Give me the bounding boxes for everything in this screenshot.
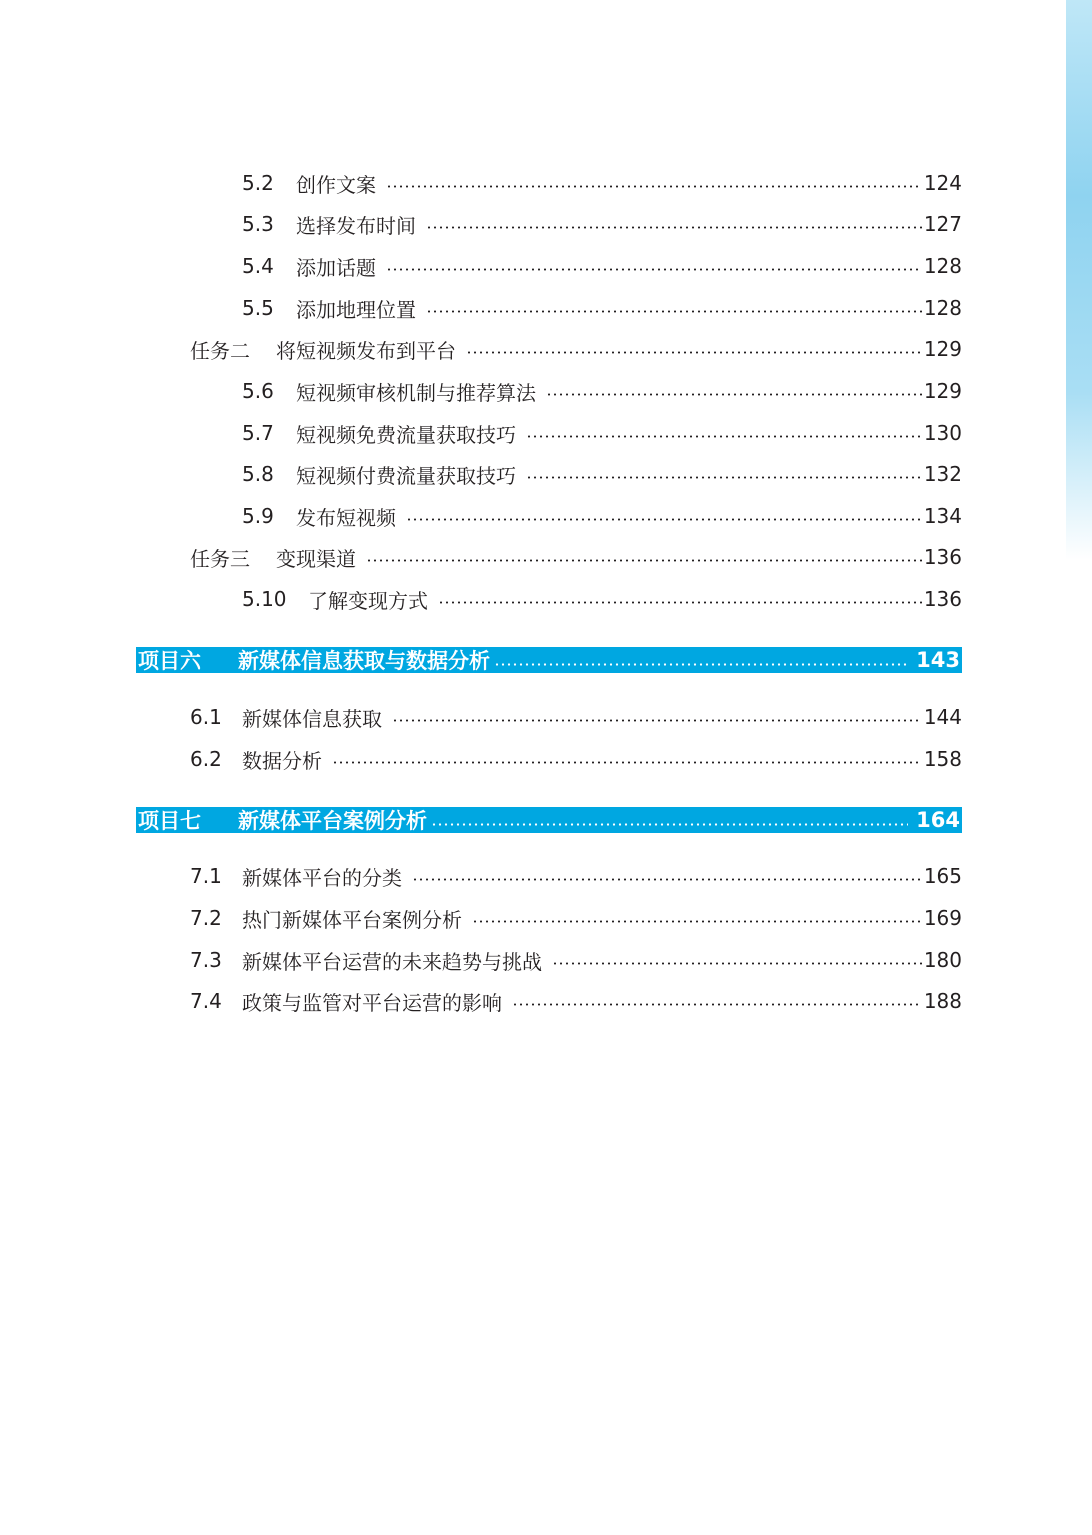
toc-entry[interactable] — [190, 944, 962, 976]
toc-task-entry[interactable] — [190, 541, 962, 573]
dot-leader — [386, 268, 922, 271]
toc-entry-number: 5.7 — [242, 421, 274, 445]
toc-entry-number: 7.4 — [190, 989, 222, 1013]
dot-leader — [494, 663, 908, 666]
toc-entry-number: 5.4 — [242, 254, 274, 278]
toc-entry-title: 了解变现方式 — [308, 588, 428, 613]
toc-entry-title: 将短视频发布到平台 — [276, 338, 456, 363]
dot-leader — [438, 601, 922, 604]
toc-entry[interactable] — [242, 583, 962, 615]
toc-entry[interactable] — [242, 417, 962, 449]
toc-entry-page: 124 — [923, 171, 962, 195]
toc-project-page: 164 — [916, 808, 960, 832]
dot-leader — [466, 351, 922, 354]
toc-project-header[interactable] — [136, 807, 962, 833]
toc-project-header[interactable] — [136, 647, 962, 673]
dot-leader — [472, 920, 922, 923]
toc-entry-title: 变现渠道 — [276, 546, 356, 571]
dot-leader — [386, 185, 922, 188]
toc-entry[interactable] — [190, 701, 962, 733]
toc-entry[interactable] — [190, 860, 962, 892]
toc-entry-title: 发布短视频 — [296, 505, 396, 530]
dot-leader — [332, 761, 922, 764]
dot-leader — [512, 1003, 922, 1006]
dot-leader — [526, 476, 922, 479]
toc-entry-page: 129 — [923, 379, 962, 403]
toc-entry[interactable] — [242, 500, 962, 532]
toc-entry-title: 新媒体平台的分类 — [242, 865, 402, 890]
toc-entry[interactable] — [242, 458, 962, 490]
toc-entry-page: 129 — [923, 337, 962, 361]
toc-project-page: 143 — [916, 648, 960, 672]
toc-project-number: 项目六 — [138, 649, 201, 673]
toc-project-title: 新媒体信息获取与数据分析 — [238, 649, 490, 673]
toc-entry-title: 政策与监管对平台运营的影响 — [242, 990, 502, 1015]
toc-entry-page: 132 — [923, 462, 962, 486]
toc-entry-number: 7.2 — [190, 906, 222, 930]
toc-entry-page: 134 — [923, 504, 962, 528]
toc-entry-page: 127 — [923, 212, 962, 236]
toc-entry-number: 5.9 — [242, 504, 274, 528]
toc-entry-page: 128 — [923, 296, 962, 320]
toc-entry-page: 130 — [923, 421, 962, 445]
toc-project-number: 项目七 — [138, 809, 201, 833]
toc-entry[interactable] — [242, 375, 962, 407]
toc-entry-page: 158 — [923, 747, 962, 771]
dot-leader — [412, 878, 922, 881]
toc-entry-title: 添加地理位置 — [296, 297, 416, 322]
toc-entry-number: 任务二 — [190, 338, 250, 363]
toc-project-title: 新媒体平台案例分析 — [238, 809, 427, 833]
toc-entry-title: 新媒体信息获取 — [242, 706, 382, 731]
toc-entry-title: 短视频审核机制与推荐算法 — [296, 380, 536, 405]
toc-entry-number: 任务三 — [190, 546, 250, 571]
toc-entry-title: 短视频免费流量获取技巧 — [296, 422, 516, 447]
toc-entry-number: 5.3 — [242, 212, 274, 236]
toc-entry-title: 创作文案 — [296, 172, 376, 197]
toc-entry-page: 128 — [923, 254, 962, 278]
toc-entry[interactable] — [190, 985, 962, 1017]
dot-leader — [426, 310, 922, 313]
dot-leader — [546, 393, 922, 396]
toc-entry-number: 5.8 — [242, 462, 274, 486]
toc-entry-number: 5.6 — [242, 379, 274, 403]
toc-entry[interactable] — [242, 208, 962, 240]
toc-entry-number: 6.1 — [190, 705, 222, 729]
dot-leader — [366, 559, 922, 562]
toc-entry-number: 5.10 — [242, 587, 287, 611]
dot-leader — [406, 518, 922, 521]
toc-entry-page: 136 — [923, 545, 962, 569]
toc-entry-number: 5.5 — [242, 296, 274, 320]
toc-entry[interactable] — [190, 743, 962, 775]
toc-entry[interactable] — [242, 250, 962, 282]
toc-task-entry[interactable] — [190, 333, 962, 365]
toc-entry[interactable] — [190, 902, 962, 934]
dot-leader — [552, 962, 922, 965]
toc-entry-title: 新媒体平台运营的未来趋势与挑战 — [242, 949, 542, 974]
toc-entry-number: 6.2 — [190, 747, 222, 771]
dot-leader — [431, 823, 908, 826]
toc-entry-page: 165 — [923, 864, 962, 888]
toc-entry[interactable] — [242, 292, 962, 324]
page-edge-decoration — [1066, 0, 1092, 560]
toc-entry[interactable] — [242, 167, 962, 199]
toc-entry-number: 5.2 — [242, 171, 274, 195]
toc-entry-page: 169 — [923, 906, 962, 930]
toc-entry-number: 7.1 — [190, 864, 222, 888]
toc-entry-page: 188 — [923, 989, 962, 1013]
toc-entry-title: 选择发布时间 — [296, 213, 416, 238]
toc-entry-title: 数据分析 — [242, 748, 322, 773]
toc-entry-number: 7.3 — [190, 948, 222, 972]
toc-entry-page: 136 — [923, 587, 962, 611]
toc-entry-title: 短视频付费流量获取技巧 — [296, 463, 516, 488]
toc-entry-title: 添加话题 — [296, 255, 376, 280]
dot-leader — [392, 719, 922, 722]
toc-entry-page: 180 — [923, 948, 962, 972]
dot-leader — [526, 435, 922, 438]
dot-leader — [426, 226, 922, 229]
toc-entry-page: 144 — [923, 705, 962, 729]
toc-entry-title: 热门新媒体平台案例分析 — [242, 907, 462, 932]
